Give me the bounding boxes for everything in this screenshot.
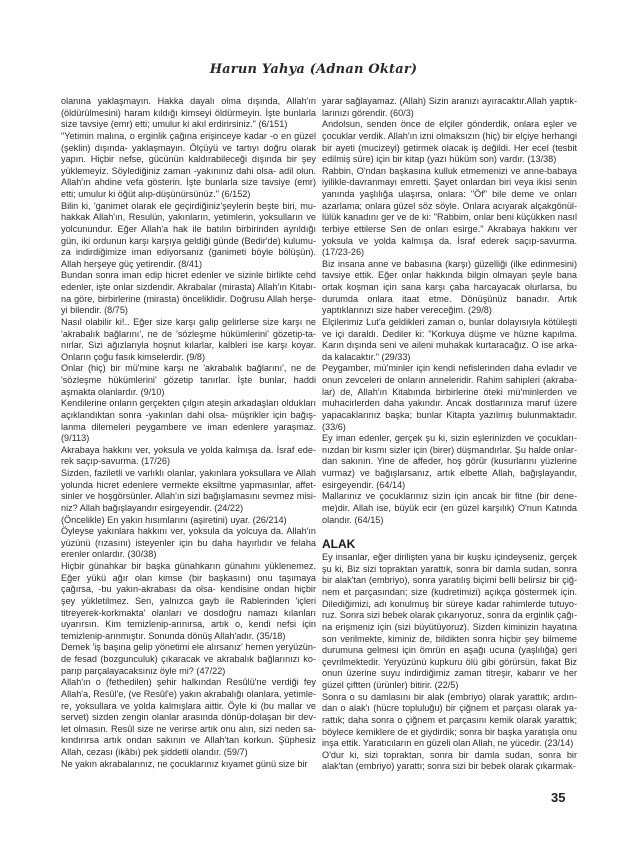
paragraph: Peygamber, mü'minler için kendi nefislerinden daha evladır ve onun zevceleri de onların anneleridir. Rahim sahipleri (akrabalar) de, Allah'ın Kitabında birbirlerine öteki mü'minlerden ve muhacirlerden daha yakındır. Ancak dostlarınıza maruf üzere yapacaklarınız başka; bunlar Kitapta yazılmış bulunmaktadır. (33/6): [322, 363, 577, 432]
paragraph: O'dur ki, sizi topraktan, sonra bir damla sudan, sonra bir alak'tan (embriyo) yarattı; sonra sizi bir bebek olarak çıkarmak-: [322, 749, 577, 772]
paragraph: Mallarınız ve çocuklarınız sizin için ancak bir fitne (bir deneme)dir. Allah ise, büyük ecir (en güzel karşılık) O'nun Katında olandır. (64/15): [322, 491, 577, 525]
paragraph: Ne yakın akrabalarınız, ne çocuklarınız kıyamet günü size bir: [61, 758, 308, 769]
right-column: [322, 96, 577, 773]
paragraph: yarar sağlayamaz. (Allah) Sizin aranızı ayıracaktır.Allah yaptıklarınızı görendir. (60/3): [322, 96, 577, 118]
paragraph: Elçilerimiz Lut'a geldikleri zaman o, bunlar dolayısıyla kötüleşti ve içi daraldı. Dediler ki: "Korkuya düşme ve hüzne kapılma. Karın dışında seni ve aileni muhakak kurtaracağız. O ise arkada kalacaktır." (29/33): [322, 316, 577, 362]
paragraph: Sizden, faziletli ve varlıklı olanlar, yakınlara yoksullara ve Allah yolunda hicret edenlere vermekte eksiltme yapmasınlar, affetsinler ve hoşgörsünler. Allah'ın sizi bağışlamasını sevmez misiniz? Allah bağışlayandır esirgeyendir. (24/22): [61, 468, 316, 513]
paragraph: Ey insanlar, eğer dirilişten yana bir kuşku içindeyseniz, gerçek şu ki, Biz sizi topraktan yarattık, sonra bir damla sudan, sonra bir alak'tan (embriyo), sonra yaratılış biçimi belli belirsiz bir çiğnem et parçasından; size (kudretimizi) açıkça göstermek için. Dilediğimizi, adı konulmuş bir süreye kadar rahimlerde tutuyoruz. Sonra sizi bebek olarak çıkarıyoruz, sonra da erginlik çağına erişmeniz için (sizi büyütüyoruz). Sizden kiminizin hayatına son verilmekte, kiminiz de, bildikten sonra hiçbir şey bilmeme durumuna gelmesi için ömrün en aşağı ucuna (yaşlılığa) geri çevrilmektedir. Yeryüzünü kupkuru ölü gibi görürsün, fakat Biz onun üzerine suyu indirdiğimiz zaman titreşir, kabarır ve her güzel çiftten (ürünler) bitirir. (22/5): [322, 552, 577, 690]
paragraph: Rabbin, O'ndan başkasına kulluk etmemenizi ve anne-babaya iyilikle-davranmayı emretti. Şayet onlardan biri veya ikisi senin yanında yaşlılığa ulaşırsa, onlara: "Öf" bile deme ve onları azarlama; onlara güzel söz söyle. Onlara acıyarak alçakgönüllülük kanadını ger ve de ki: "Rabbim, onlar beni küçükken nasıl terbiye ettilerse Sen de onları esirge." Akrabaya hakkını ver yoksula ve yolda kalmışa da. İsraf ederek saçıp-savurma. (17/23-26): [322, 165, 577, 258]
paragraph: Nasıl olabilir ki!.. Eğer size karşı galip gelirlerse size karşı ne 'akrabalık bağlarını', ne de 'sözleşme hükümlerini' gözetip-tanırlar. Sizi ağızlarıyla hoşnut kılarlar, kalbleri ise karşı koyar. Onların çoğu fasık kimselerdir. (9/8): [61, 316, 316, 362]
paragraph: Hiçbir günahkar bir başka günahkarın günahını yüklenemez. Eğer yükü ağır olan kimse (bir başkasını) onu taşımaya çağırsa, -bu yakın-akrabası da olsa- kendisine ondan hiçbir şey yükletilmez. Sen, yalnızca gayb ile Rablerinden 'içleri titreyerek-korkmakta' olanları ve dosdoğru namazı kılanları uyarırsın. Kim temizlenip-arınırsa, artık o, kendi nefsi için temizlenip-arınmıştır. Sonunda dönüş Allah'adır. (35/18): [61, 561, 316, 641]
left-column: [61, 96, 316, 770]
running-header: Harun Yahya (Adnan Oktar): [209, 62, 418, 77]
paragraph: Kendilerine onların gerçekten çılgın ateşin arkadaşları oldukları açıklandıktan sonra -yakınları dahi olsa- müşrikler için bağışlanma dilemeleri peygambere ve iman edenlere yaraşmaz. (9/113): [61, 398, 316, 444]
paragraph: "Yetimin malına, o erginlik çağına erişinceye kadar -o en güzel (şeklin) dışında- yaklaşmayın. Ölçüyü ve tartıyı doğru olarak yapın. Hiçbir nefse, gücünün kaldırabileceği dışında bir şey yüklemeyiz. Söylediğiniz zaman -yakınınız dahi olsa- adil olun. Allah'ın ahdine vefa gösterin. İşte bunlarla size tavsiye (emr) etti; umulur ki öğüt alıp-düşünürsünüz." (6/152): [61, 130, 316, 199]
paragraph: (Öncelikle) En yakın hısımlarını (aşiretini) uyar. (26/214): [61, 514, 287, 525]
paragraph: Andolsun, senden önce de elçiler gönderdik, onlara eşler ve çocuklar verdik. Allah'ın izni olmaksızın (hiç) bir elçiye herhangi bir ayeti (mucizeyi) getirmek olacak iş değildi. Her ecel (tesbit edilmiş süre) için bir kitap (yazı hüküm son) vardır. (13/38): [322, 119, 577, 165]
paragraph: Akrabaya hakkını ver, yoksula ve yolda kalmışa da. İsraf ederek saçıp-savurma. (17/26): [61, 444, 316, 467]
paragraph: Allah'ın o (fethedilen) şehir halkından Resûlü'ne verdiği fey Allah'a, Resûl'e, (ve Resûl'e) yakın akrabalığı olanlara, yetimlere, yoksullara ve yolda kalmışlara aittir. Öyle ki (bu mallar ve servet) sizden zengin olanlar arasında dönüp-dolaşan bir devlet olmasın. Resûl size ne verirse artık onu alın, sizi neden sakındırırsa artık ondan sakının ve Allah'tan korkun. Şüphesiz Allah, cezası (ikâbı) pek şiddetli olandır. (59/7): [61, 677, 316, 757]
paragraph: Sonra o su damlasını bir alak (embriyo) olarak yarattık; ardından o alak'ı (hücre topluluğu) bir çiğnem et parçası olarak yarattık; daha sonra o çiğnem et parçasını kemik olarak yarattık; böylece kemiklere de et giydirdik; sonra bir başka yaratışla onu inşa ettik. Yaratıcıların en güzeli olan Allah, ne yücedir. (23/14): [322, 691, 577, 749]
section-heading: ALAK: [322, 537, 356, 552]
paragraph: Bundan sonra iman edip hicret edenler ve sizinle birlikte cehd edenler, işte onlar sizdendir. Akrabalar (mirasta) Allah'ın Kitabına göre, birbirlerine (mirasta) önceliklidir. Doğrusu Allah herşeyi bilendir. (8/75): [61, 270, 316, 316]
paragraph: Onlar (hiç) bir mü'mine karşı ne 'akrabalık bağlarını', ne de 'sözleşme hükümlerini' gözetip tanırlar. İşte bunlar, haddi aşmakta olanlardır. (9/10): [61, 363, 316, 397]
paragraph: Bilin ki, 'ganimet olarak ele geçirdiğiniz'şeylerin beşte biri, muhakkak Allah'ın, Resulün, yakınların, yetimlerin, yoksulların ve yolcunundur. Eğer Allah'a hak ile batılın birbirinden ayrıldığı gün, iki ordunun karşı karşıya geldiği günde (Bedir'de) kulumuza indirdiğimize iman ediyorsanız (ganimeti böyle bölüşün). Allah herşeye güç yetirendir. (8/41): [61, 200, 316, 269]
paragraph: Ey iman edenler, gerçek şu ki, sizin eşlerinizden ve çocuklarınızdan bir kısmı sizler için (birer) düşmandırlar. Şu halde onlardan sakının. Yine de affeder, hoş görür (kusurlarını yüzlerine vurmaz) ve bağışlarsanız, artık elbette Allah, bağışlayandır, esirgeyendir. (64/14): [322, 433, 577, 490]
page-number: 35: [551, 790, 566, 805]
paragraph: Demek 'iş başına gelip yönetimi ele alırsanız' hemen yeryüzünde fesad (bozgunculuk) çıkaracak ve akrabalık bağlarınızı koparıp parçalayacaksınız öyle mi? (47/22): [61, 642, 316, 676]
paragraph: olanına yaklaşmayın. Hakka dayalı olma dışında, Allah'ın (öldürülmesini) haram kıldığı kimseyi öldürmeyin. İşte bunlarla size tavsiye (emr) etti; umulur ki akıl erdirirsiniz." (6/151): [61, 96, 316, 130]
paragraph: Biz insana anne ve babasına (karşı) güzelliği (ilke edinmesini) tavsiye ettik. Eğer onlar hakkında bilgin olmayan şeyle bana ortak koşman için sana karşı çaba harcayacak olurlarsa, bu durumda onlara itaat etme. Dönüşünüz banadır. Artık yaptıklarınızı size haber vereceğim. (29/8): [322, 258, 577, 316]
paragraph: Öyleyse yakınlara hakkını ver, yoksula da yolcuya da. Allah'ın yüzünü (rızasını) isteyenler için bu daha hayırlıdır ve felaha erenler onlardır. (30/38): [61, 526, 316, 560]
